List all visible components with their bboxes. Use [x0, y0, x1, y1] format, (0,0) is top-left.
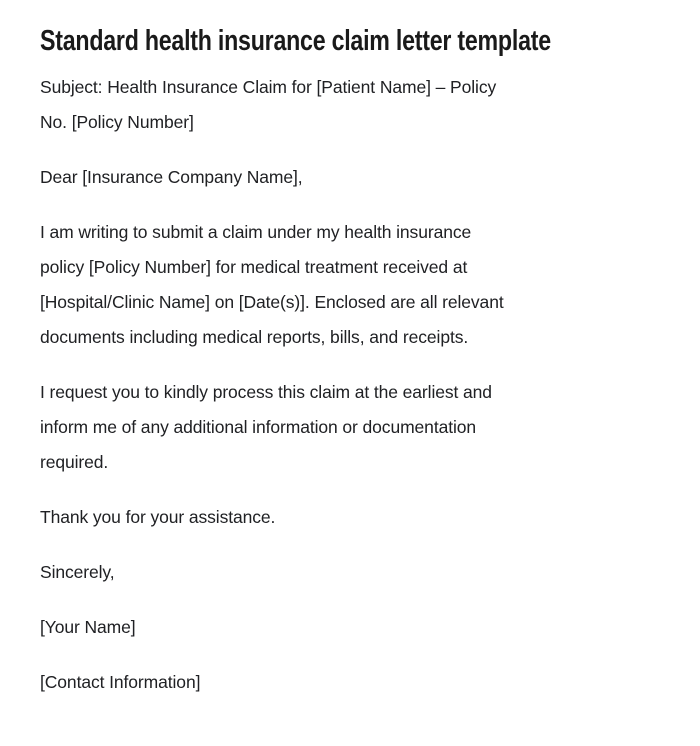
letter-line: Subject: Health Insurance Claim for [Patient Name] – Policy	[40, 77, 497, 97]
letter-line: I request you to kindly process this claim at the earliest and	[40, 382, 492, 402]
letter-line: [Your Name]	[40, 617, 136, 637]
letter-line: [Contact Information]	[40, 672, 201, 692]
letter-paragraph-closing	[40, 555, 660, 590]
letter-paragraph-salutation	[40, 160, 660, 195]
letter-line: required.	[40, 452, 109, 472]
letter-paragraph-claim-statement	[40, 215, 660, 355]
letter-paragraph-thanks	[40, 500, 660, 535]
letter-line: documents including medical reports, bills, and receipts.	[40, 327, 469, 347]
letter-line: Sincerely,	[40, 562, 115, 582]
letter-paragraph-subject	[40, 70, 660, 140]
letter-paragraph-request	[40, 375, 660, 480]
page-title: Standard health insurance claim letter template	[40, 25, 551, 57]
letter-line: No. [Policy Number]	[40, 112, 194, 132]
letter-line: I am writing to submit a claim under my health insurance	[40, 222, 472, 242]
letter-line: [Hospital/Clinic Name] on [Date(s)]. Enclosed are all relevant	[40, 292, 504, 312]
letter-line: Thank you for your assistance.	[40, 507, 276, 527]
letter-line: Dear [Insurance Company Name],	[40, 167, 303, 187]
letter-line: policy [Policy Number] for medical treatment received at	[40, 257, 468, 277]
letter-paragraph-signature-name	[40, 610, 660, 645]
letter-line: inform me of any additional information or documentation	[40, 417, 477, 437]
letter-paragraph-contact	[40, 665, 660, 700]
